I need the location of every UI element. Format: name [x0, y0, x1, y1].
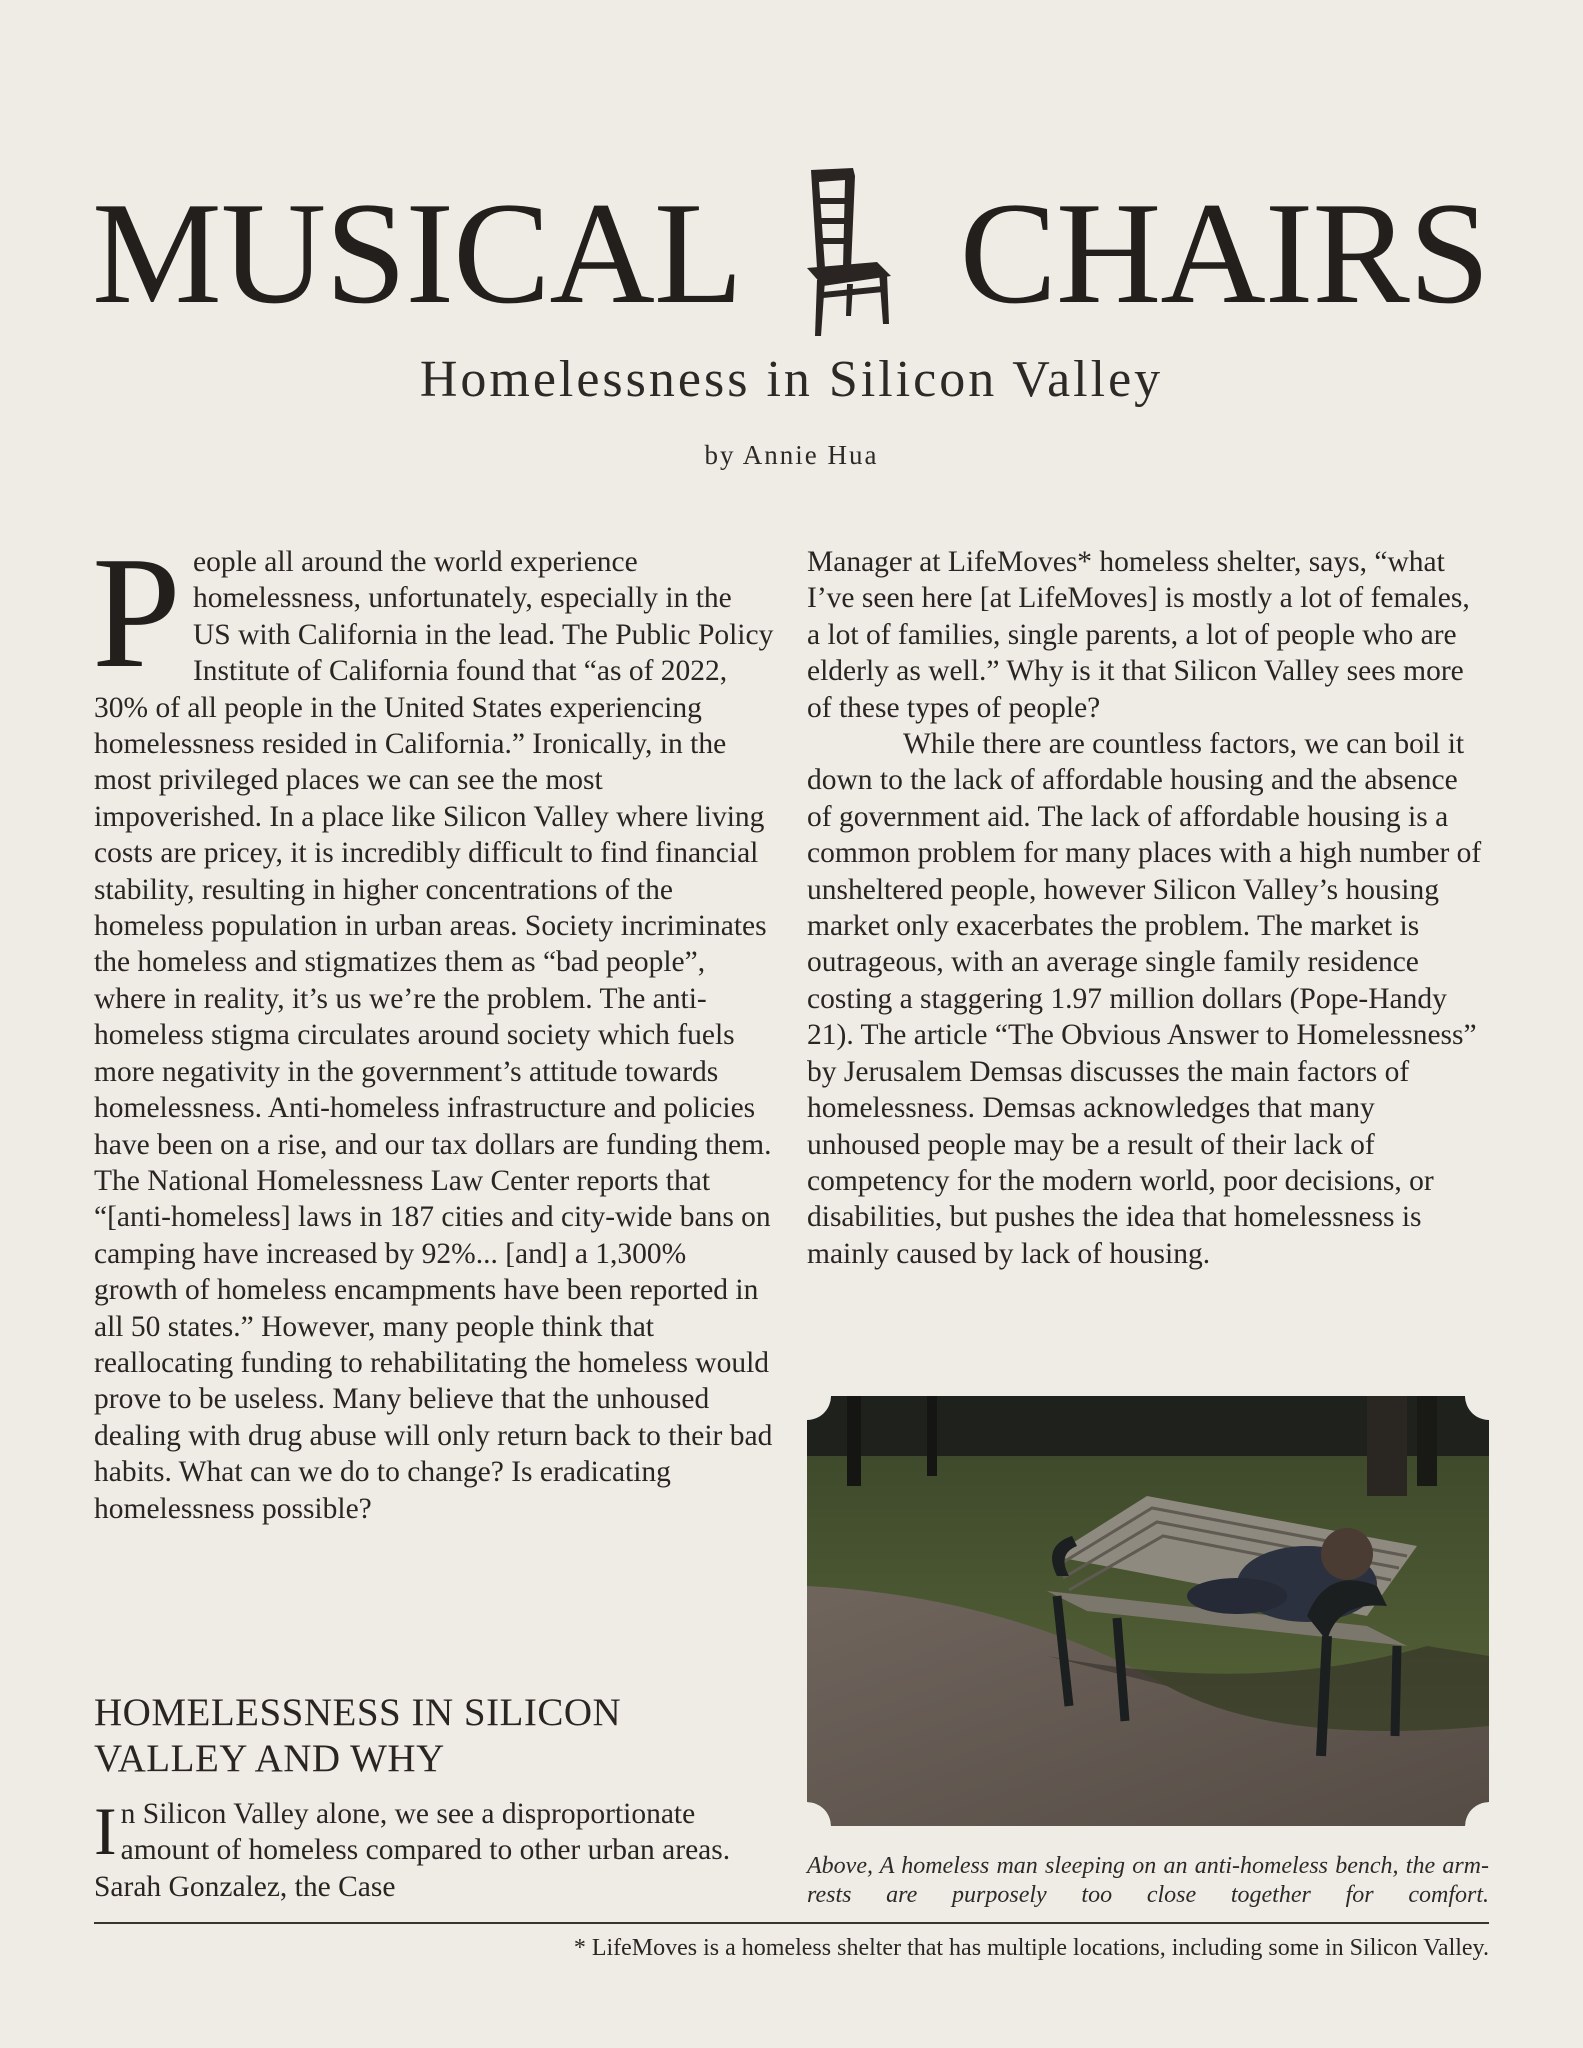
section-heading: HOMELESSNESS IN SILICON VALLEY AND WHY: [94, 1691, 622, 1780]
footnote: * LifeMoves is a homeless shelter that has multiple locations, including some in Silicon Valley.: [573, 1935, 1489, 1961]
left-column-lower: [94, 1793, 774, 1905]
bench-photo: [807, 1396, 1489, 1826]
left-column: [92, 523, 774, 1527]
paragraph-2-text: n Silicon Valley alone, we see a disproportionate amount of homeless compared to other urban areas. Sarah Gonzalez, the Case: [94, 1798, 731, 1903]
paragraph-1-text: eople all around the world experience homelessness, unfortunately, especially in the US with California in the lead. The Public Policy Institute of California found that “as of 2022, 30% of all people in the United States experiencing homelessness resided in California.” Ironically, in the most privileged places we can see the most impoverished. In a place like Silicon Valley where living costs are pricey, it is incredibly difficult to find financial stability, resulting in higher concentrations of the homeless population in urban areas. Society incriminates the homeless and stigmatizes them as “bad people”, where in reality, it’s us we’re the problem. The anti-homeless stigma circulates around society which fuels more negativity in the government’s attitude towards homelessness. Anti-homeless infrastructure and policies have been on a rise, and our tax dollars are funding them. The National Homelessness Law Center reports that “[anti-homeless] laws in 187 cities and city-wide bans on camping have increased by 92%... [and] a 1,300% growth of homeless encampments have been reported in all 50 states.” However, many people think that reallocating funding to rehabilitating the homeless would prove to be useless. Many believe that the unhoused dealing with drug abuse will only return back to their bad habits. What can we do to change? Is eradicating homelessness possible?: [94, 546, 774, 1525]
paragraph-1: [92, 523, 774, 1527]
right-paragraph-1: Manager at LifeMoves* homeless shelter, says, “what I’ve seen here [at LifeMoves] is mostly a lot of females, a lot of families, single parents, a lot of people who are elderly as well.” Why is it that Silicon Valley sees more of these types of people?: [807, 546, 1470, 724]
drop-cap: P: [92, 523, 181, 701]
photo-caption: Above, A homeless man sleeping on an anti-homeless bench, the arm-rests are purposely too close together for comfort.: [807, 1853, 1489, 1908]
paragraph-2: [94, 1793, 774, 1905]
subtitle: Homelessness in Silicon Valley: [419, 351, 1164, 408]
title-left: MUSICAL: [92, 172, 743, 334]
right-column: [807, 544, 1489, 1272]
masthead: [90, 168, 1493, 348]
title-right: CHAIRS: [959, 172, 1489, 334]
right-paragraph-2: While there are countless factors, we can boil it down to the lack of affordable housing and the absence of government aid. The lack of affordable housing is a common problem for many places with a high number of unsheltered people, however Silicon Valley’s housing market only exacerbates the problem. The market is outrageous, with an average single family residence costing a staggering 1.97 million dollars (Pope-Handy 21). The article “The Obvious Answer to Homelessness” by Jerusalem Demsas discusses the main factors of homelessness. Demsas acknowledges that many unhoused people may be a result of their lack of competency for the modern world, poor decisions, or disabilities, but pushes the idea that homelessness is mainly caused by lack of housing.: [807, 728, 1482, 1270]
footnote-rule: [94, 1922, 1489, 1924]
byline: by Annie Hua: [704, 440, 879, 470]
drop-cap-2: I: [94, 1793, 117, 1869]
